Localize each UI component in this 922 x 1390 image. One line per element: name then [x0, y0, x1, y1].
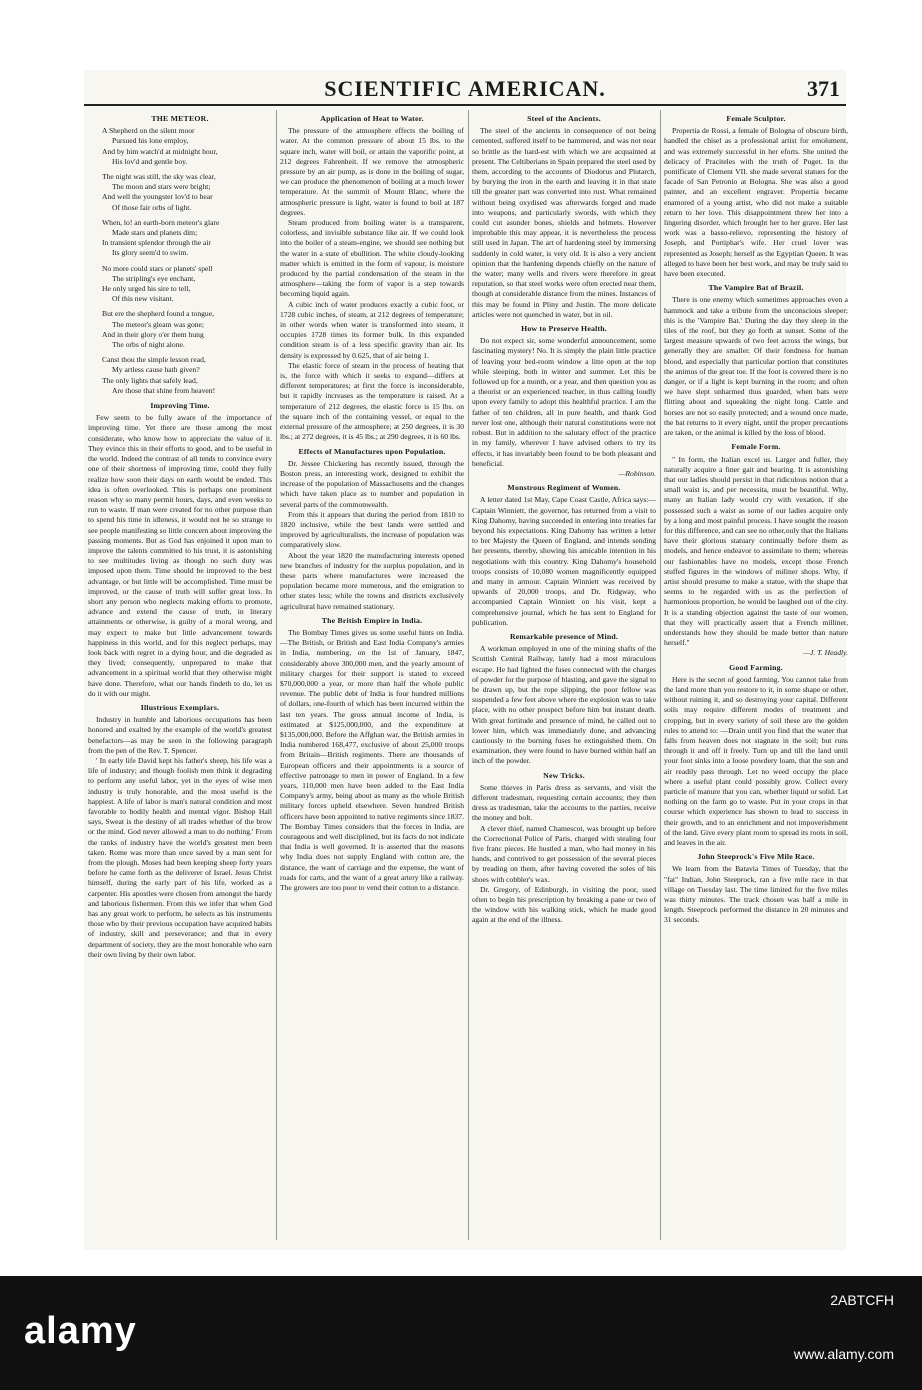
poem-stanza [102, 264, 272, 305]
article-signature: —Robinson. [618, 468, 656, 478]
poem-line: Its glory seem'd to swim. [112, 248, 189, 258]
article-body: Dr. Gregory, of Edinburgh, in visiting the poor, used often to begin his prescription by breaking a pane or two of the window with his walking stick, which he made good again at the end of the illness. [472, 884, 656, 925]
poem-stanza [102, 309, 272, 350]
article-title-women: Monstrous Regiment of Women. [507, 483, 621, 493]
article-body: Do not expect sir, some wonderful announcement, some fascinating mystery! No. It is simply the plain little practice of leaving your bed-room window a litte open at the top while sleeping, both in winter and summer. Let this be followed up for a month, or a year, and then question you as a theorist or an experienced teacher, in thus calling loudly upon every family to adopt this healthful practice. I am the father of ten children, all in pure health, and thank God never lost one, although their natural constitutions were not robust. But in addition to the salutary effect of the practice in my family, wherever I have advised others to try its effects, it has invariably been found to be both pleasant and beneficial. [472, 336, 656, 468]
article-body: " In form, the Italian excel us. Larger and fuller, they naturally acquire a finer gait and bearing. It is astonishing that our ladies should persist in that ridiculous notion that a small waist is, and per necessita, must be beautiful. Why, many an Italian lady would cry with vexation, if she possessed such a waist as some of our ladies acquire only by a long and most painful process. I have sought the reason for this difference, and can see no other,ouly that the Italians have their glorious statuary continually before them as models, and hence endeavor to assimilate to them; whereas our fashionables have no models, except those French stuffed figures in the windows of miliner shops. Why, if artist should presume to make a statue, with the shape that seems to be regarded with us as the perfection of harmonious proportion, he would be laughed out of the city. It is a standing objection against the taste of our women, that they will practically assert that a French milliner, understands how they should be made better than nature herself." [664, 454, 848, 648]
column-rule [468, 110, 469, 1240]
article-title-india: The British Empire in India. [321, 615, 423, 625]
column-rule [276, 110, 277, 1240]
article-title-manufactures: Effects of Manufactures upon Population. [298, 446, 446, 456]
article-body: The Bombay Times gives us some useful hints on India.—The British, or British and East India Company's armies in India, numbering, on the 1st of January, 1847, considerably above 300,000 men, and the yearly amount of military charges for their support is stated to exceed $70,000,000 a year, or more than half the whole public revenue. The public debt of India is four hundred millions of dollars, one-fourth of which has been incurred within the last ten years. The gross annual income of India, is estimated at $125,000,000, and the expenditure at $135,000,000. Before the Affghan war, the British armies in India numbered 168,477, exclusive of about 25,000 troops from Britain—British regiments. There are thousands of European officers and their appointments is a source of effective patronage to men in power of England. In a few years, 110,000 men have been added to the East India Company's army, being about as many as the whole British military forces upheld elsewhere. Seven hundred British officers have been appointed to native regiments since 1837. The Bombay Times considers that the forces in India, are courageous and well disciplined, but its facts do not indicate that India is well governed. It is asserted that the reasons why India does not supply England with cotton are, the distance, the want of carriage and the expense, the want of roads for carts, and the want of a great artery like a railway. The growers are too poor to vend their cotton to a distance. [280, 627, 464, 893]
article-signature: —J. T. Headly. [803, 648, 848, 658]
article-body: Some thieves in Paris dress as servants, and visit the different tradesman, requesting certain accounts; they then dress as tradesman, take the accounts to the parties, receive the money and bolt. [472, 782, 656, 823]
poem-stanza [102, 218, 272, 259]
poem-meteor [102, 126, 272, 396]
article-body: About the year 1820 the manufacturing interests opened new branches of industry for the surplus population, and in these parts where manufactures were increased the population became more numerous, and the emigration to other states less; while the towns and districts exclusively agricultural have remained stationary. [280, 550, 464, 611]
column-3 [472, 110, 656, 1240]
article-body: A cubic inch of water produces exactly a cubic foot, or 1728 cubic inches, of steam, at 212 degrees of temperature; in other words when water is transformed into steam, it occupies 1728 times its former bulk. In this expanded condition steam is of a less specific gravity than air. Its density is expressed by 0.625, that of air being 1. [280, 299, 464, 360]
poem-line: And well the youngster lov'd to hear [102, 192, 213, 202]
masthead [84, 74, 846, 106]
column-rule [660, 110, 661, 1240]
poem-line: When, lo! an earth-born meteor's glare [102, 217, 220, 227]
article-title-improving-time: Improving Time. [150, 401, 210, 411]
article-body: Dr. Jessee Chickering has recently issued, through the Boston press, an interesting work, designed to exhibit the increase of the population of Massachusetts and the changes which have taken place as to number and population in several parts of the commonwealth. [280, 458, 464, 509]
article-title-race: John Steeprock's Five Mile Race. [697, 852, 815, 862]
poem-line: His lov'd and gentle boy. [112, 156, 188, 166]
article-body: ' In early life David kept his father's sheep, his life was a life of industry; and though foolish men think it degrading to perform any useful labor, yet in the eyes of wise men industry is truly honorable, and the most useful is the happiest. A life of labor is man's natural condition and most favorable to bodily health and mental vigor. Bishop Hall says, Sweat is the destiny of all trades whether of the brow or the mind. God never allowed a man to do nothing.' From the ranks of industry have the world's greatest men been taken. Rome was more than once saved by a man sent for from the plough. Moses had been keeping sheep forty years before he came forth as the deliverer of Israel. Jesus Christ himself, during the early part of his life, worked as a carpenter. His apostles were chosen from amongst the hardy and laborious fishermen. From this we infer that when God has any great work to perform, he selects as his instruments those who by their previous occupation have acquired habits of industry, skill and perseverance; and that in every department of society, they are the most honorable who earn their own living by their own labor. [88, 755, 272, 959]
stock-watermark-banner [0, 1276, 922, 1390]
watermark-logo: alamy [24, 1310, 137, 1352]
article-title-mind: Remarkable presence of Mind. [509, 631, 619, 641]
poem-line: Canst thou the simple lesson read, [102, 355, 206, 365]
article-body: From this it appears that during the period from 1810 to 1820 inclusive, while the best lands were settled and improved by agriculturalists, the increase of population was comparatively slow. [280, 509, 464, 550]
article-title-vampire-bat: The Vampire Bat of Brazil. [708, 283, 804, 293]
poem-line: My artless cause hath given? [112, 365, 200, 375]
poem-line: The moon and stars were bright; [112, 182, 211, 192]
article-body: The pressure of the atmosphere effects the boiling of water. At the common pressure of about 15 lbs. to the square inch, water will boil, or attain the vaporific point, at 212 degrees Fahrenheit. If we remove the atmospheric pressure by an air pump, as is done in the boiling of sugar, we can produce the phenomenon of boiling at a much lower temperature. At the summit of Mount Blanc, where the atmospheric pressure is light, water is found to boil at 187 degrees. [280, 126, 464, 217]
poem-line: Of those fair orbs of light. [112, 202, 192, 212]
poem-stanza [102, 172, 272, 213]
poem-stanza [102, 355, 272, 396]
article-body: The steel of the ancients in consequence of not being cemented, suffered itself to be hammered, and was not near so brittle as the hard-est with which we are acquainted at present. The Celtiberians in Spain prepared the steel used by them, according to the accounts of Diodorus and Plutarch, by burying the iron in the earth and leaving it in that state till the greater part was converted into rust. What remained without being oxydised was afterwards forged and made into weapons, and particularly swords, with which they could cut asunder bones, shields and helmets. However improbable this may appear, it is nevertheless the process still used in Japan. The art of hardening steel by immersing suddenly in cold water, is very old. It is also a very ancient opinion that the hardening depends chiefly on the nature of the water; many wells and rivers were therefore in great reputation, so that steel works were often erected near them, though at considerable distance from the mines. Instances of this may be found in Pliny and Justin. The more delicate articles were not quenched in water, but in oil. [472, 126, 656, 319]
article-body: The elastic force of steam in the process of heating that is, the force with which it seeks to expand—differs at different temperatures; at first the force is inconsiderable, but it rapidly increases as the temperature is raised. At a temperature of 212 degrees, the elastic force is 15 lbs. on the square inch of the containing vessel, or equal to the external pressure of the atmosphere; at 250 degrees, it is 30 lbs.; at 272 degrees, it is 45 lbs.; at 290 degrees, it is 60 lbs. [280, 360, 464, 442]
article-title-farming: Good Farming. [729, 662, 783, 672]
poem-line: The night was still, the sky was clear, [102, 172, 216, 182]
column-2 [280, 110, 464, 1240]
poem-line: The orbs of night alone. [112, 340, 185, 350]
article-body: Steam produced from boiling water is a transparent, colorless, and invisible substance like air. If we could look into the boiler of a steam-engine, we should see nothing but the water in a state of ebullition. The white cloudy-looking matter which is emitted in the form of vapour, is moisture produced by the partial condensation of the steam in the atmosphere—taking the form of vapor is a step towards becoming liquid again. [280, 218, 464, 299]
article-body: Here is the secret of good farming. You cannot take from the land more than you restore to it, in some shape or other, without ruining it, and so destroying your capital. Different soils may require different modes of treatment and cropping, but in every variety of soil these are the golden rules to attend to: —Drain until you find that the water that falls from heaven does not stagnate in the soil; but runs through it and off it freely. Turn up and till the land until your foot sinks into a loose powdery loam, that the sun and air readily pass through. Let no weed occupy the place where a useful plant could possibly grow. Collect every particle of manure that you can, whether liquid or solid. Let nothing on the farm go to waste. Put in your crops in that course which experience has shown to lead to success in their growth, and to an enrichment and not impoverishment of the land. Give every plant room to spread its roots in soil, and leaves in the air. [664, 674, 848, 848]
poem-line: The meteor's gleam was gone; [112, 319, 205, 329]
article-body: A workman employed in one of the mining shafts of the Scottish Central Railway, lately had a most miraculous escape. He had lighted the fuses connected with the charges of powder for the purpose of blasting, and gave the signal to be drawn up, but the rope slipping, the poor fellow was suspended a few feet above where the explosion was to take place, with no other prospect before him but instant death. With great fortitude and presence of mind, he called out to lower him, which was immediately done, and advancing cautiously to the burning fuses he extinguished them. On examination, they were found to have burned within half an inch of the powder. [472, 644, 656, 766]
article-title-exemplars: Illustrious Exemplars. [140, 702, 220, 712]
poem-line: And in their glory o'er them hung [102, 329, 204, 339]
watermark-url: www.alamy.com [793, 1346, 894, 1362]
article-body: A letter dated 1st May, Cape Coast Castle, Africa says:—Captain Winniett, the governor, has returned from a visit to King Dahomy, having succeeded in entering into treaties far beyond his expectations. King Dahomy has written a letter to her Majesty the Queen of England, and intends sending her presents, thereby, showing his amicable intention in his negotiations with this country. King Dahomy's household troops consists of 10,080 women magnificently equipped and many in armour. Captain Winniett was received by upwards of 20,000 troops, and Dr. Ridgway, who accompanied Captain Winniett on his visit, kept a comprehensive journal, which he has sent to England for publication. [472, 495, 656, 627]
poem-line: Of this new visitant. [112, 294, 174, 304]
poem-line: No more could stars or planets' spell [102, 263, 213, 273]
article-title-tricks: New Tricks. [543, 770, 585, 780]
masthead-title: SCIENTIFIC AMERICAN. [324, 76, 606, 101]
article-title-sculptor: Female Sculptor. [726, 114, 786, 123]
column-1 [88, 110, 272, 1240]
article-body: Propertia de Rossi, a female of Bologna of obscure birth, handled the chisel as a professional artist for emolument, and was extremely successful in her eforts. She united the delicacy of Praciteles with the truth of Puget. In the pontificate of Clement VII. she made several statues for the facade of San Petronio at Bologna. She was also a good painter, and an excellent engraver. Propertia became enamored of a young artist, who did not make a suitable return to her love. This disappointment threw her into a lingering disorder, which brought her to her grave. Her last work was a basso-relievo, representing the history of Joseph, and Portiphar's wife. Her cruel lover was represented as Joseph; herself as the Egyptian Queen. It was alleged to have been her best work, and may be truly said to have been executed. [664, 126, 848, 279]
poem-line: And by him watch'd at midnight hour, [102, 146, 218, 156]
article-title-health: How to Preserve Health. [521, 324, 607, 334]
poem-line: In transient splendor through the air [102, 238, 212, 248]
poem-line: Pursued his lone employ, [112, 136, 189, 146]
page-number: 371 [807, 76, 840, 101]
poem-line: But ere the shepherd found a tongue, [102, 309, 214, 319]
newspaper-page [84, 70, 846, 1250]
poem-line: The only lights that safely lead, [102, 375, 198, 385]
article-body: There is one enemy which sometimes approaches even a hammock and take a tribute from the unconscious sleeper; this is the 'Vampire Bat.' During the day they sleep in the tiles of the roof, but they go forth at sunset. Some of the largest measure upwards of two feet across the wings, but generally they are smaller. Of their fondness for human blood, and especially that particular portion that constitutes the animus of the great toe. If the foot is covered there is no danger, or if a light is kept burning in the room; and often we have slept unharmed thus guarded, when bats were flitting about and squeaking the night long. Cattle and horses are not so easily protected; and a wound once made, the bat returns to it every night, until the proper precautions are taken, or the animal is killed by the loss of blood. [664, 295, 848, 438]
column-4 [664, 110, 848, 1240]
article-body: Few seem to be fully aware of the importance of improving time. Yet there are those among the most considerate, who know how to appreciate the value of it. They evince this in their efforts to good, and to be useful in the world. Indeed the contrast of all tends to convince every one of their shortness of improving time, could they fully realize how soon their days on earth would be ended. This idea is often overlooked. This is perhaps one prominent reason why so many permit hours, days, and even weeks to run to waste. If man were created for no other purpose than to spend his time in idleness, it would not be so strange to see people manifesting so little concern about improving the passing moments. But as God has enjoined it upon man to improve the talents committed to his trust, it is astonishing to see multitudes living as though no such duty was imposed upon them. Time should be improved to the best advantage, or but little will be accomplished. Time must be improved, or the cause of truth will suffer great loss. In short any person who neglects making efforts to promote, advance and extend the cause of truth, in literary attainments or otherwise, is guilty of a moral wrong, and may expect to make but little advancement towards happiness in this world, and for this neglect perhaps, may look back with regret in a dying hour, and die degraded as they lived; consequently, unprepared to make that advancement in a spiritual world that they otherwise might have done. Therefore, what our hands findeth to do, let us do it with our might. [88, 413, 272, 698]
poem-line: A Shepherd on the silent moor [102, 126, 195, 136]
article-title-female-form: Female Form. [731, 442, 781, 452]
article-body: Industry in humble and laborious occupations has been honored and exalted by the example of the world's greatest benefactors—as may be seen in the following paragraph from the pen of the Rev. T. Spencer. [88, 715, 272, 755]
poem-line: He only urged his sire to tell, [102, 284, 191, 294]
article-body: We learn from the Batavia Times of Tuesday, that the "fat" Indian, John Steeprock, ran a five mile race in that village on Tuesday last. The time limited for the five miles was thirty minutes. The track chosen was half a mile in length. Steeprock performed the distance in 20 minutes and 31 seconds. [664, 864, 848, 925]
poem-line: Are those that shine from heaven! [112, 385, 216, 395]
poem-stanza [102, 126, 272, 167]
poem-line: The stripling's eye enchant, [112, 273, 196, 283]
article-title-steel: Steel of the Ancients. [527, 114, 601, 123]
article-title-heat: Application of Heat to Water. [320, 114, 424, 123]
poem-line: Made stars and planets dim; [112, 228, 198, 238]
image-code: 2ABTCFH [830, 1292, 894, 1308]
article-body: A clever thief, named Chamescot, was brought up before the Correctional Police of Paris, charged with stealing four five franc pieces. He hustled a man, who had money in his hands, and contrived to get possession of the several pieces by treading on them, after having covered the soles of his shoes with cobbler's wax. [472, 823, 656, 884]
article-title-meteor: THE METEOR. [151, 114, 209, 123]
